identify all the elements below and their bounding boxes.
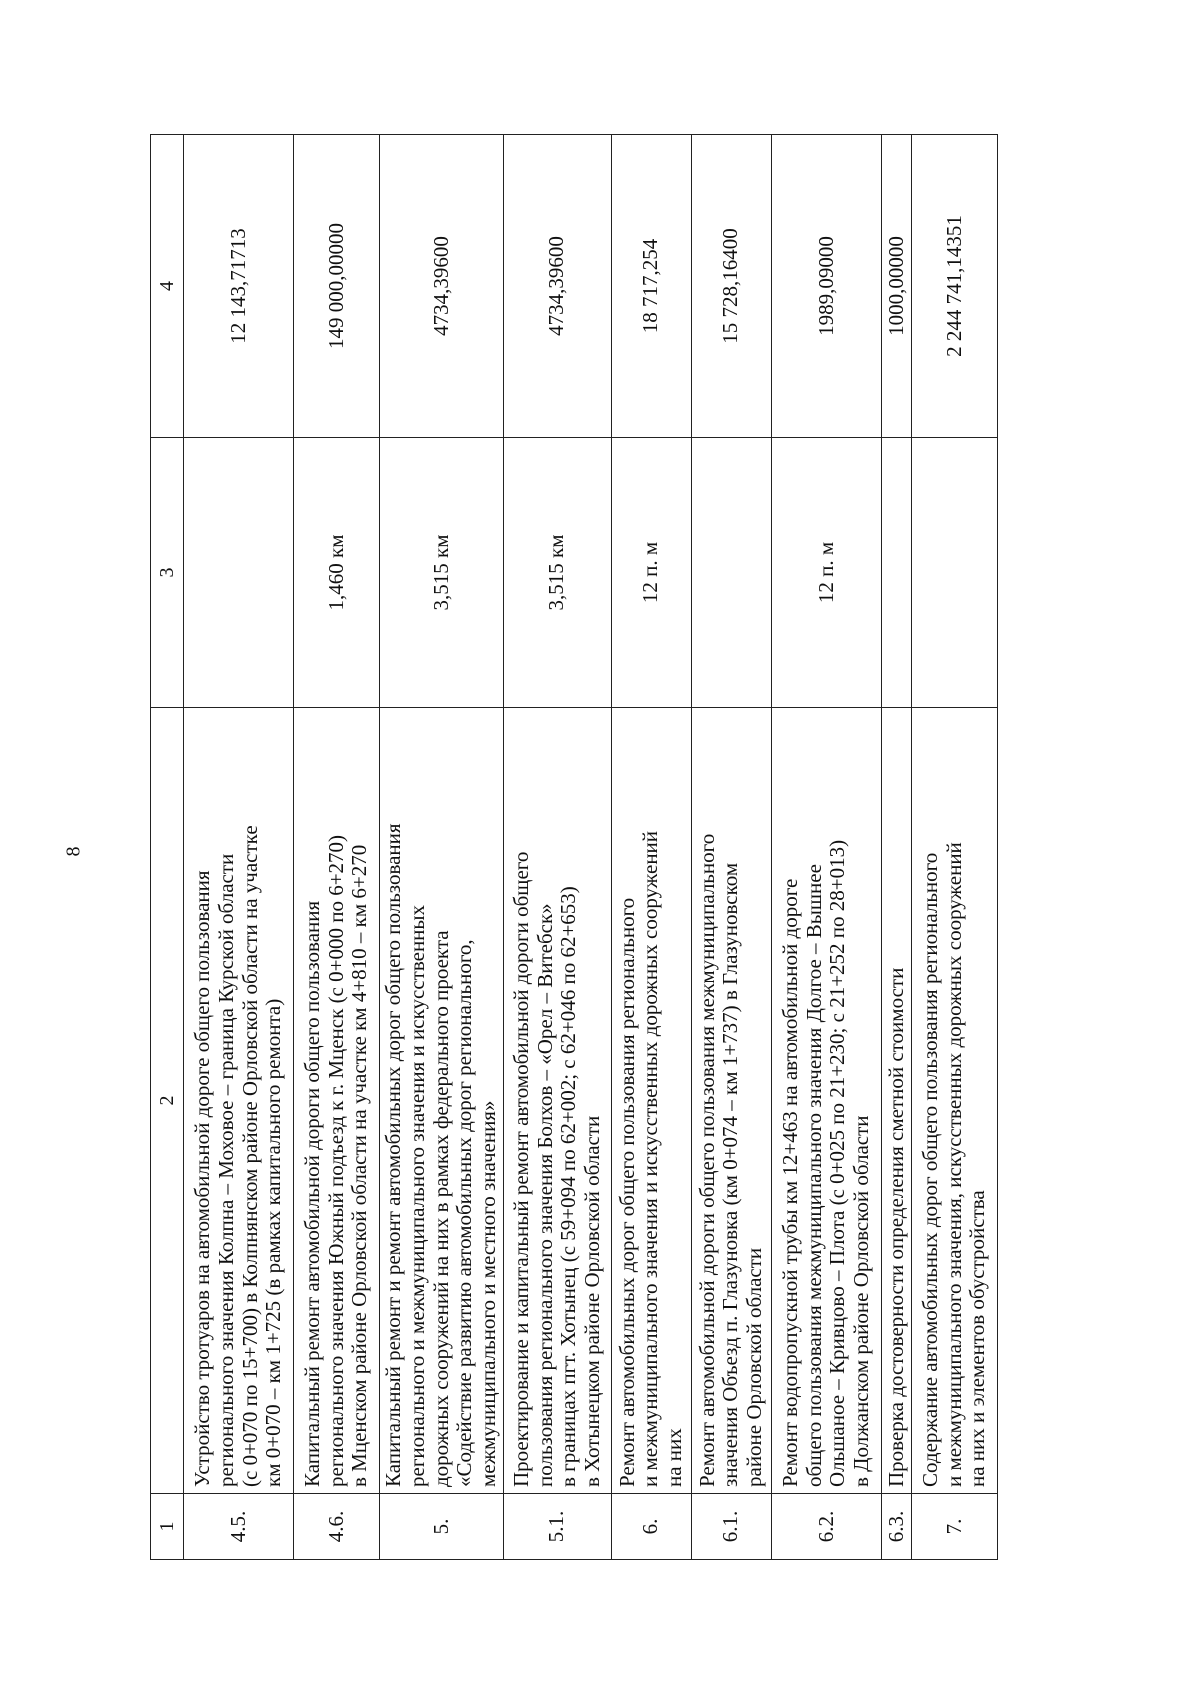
description-line: км 0+070 – км 1+725 (в рамках капитального ремонта) xyxy=(261,998,286,1487)
description-line: в Мценском районе Орловской области на участке км 4+810 – км 6+270 xyxy=(347,844,372,1487)
rotated-table-container xyxy=(150,135,990,1560)
row-sum: 2 244 741,14351 xyxy=(911,135,997,438)
row-sum: 1000,00000 xyxy=(881,135,911,438)
row-sum: 149 000,00000 xyxy=(294,135,380,438)
table-row xyxy=(184,135,294,1560)
row-number: 5.1. xyxy=(503,1494,611,1560)
row-number: 6. xyxy=(611,1494,691,1560)
description-line: Ремонт автомобильной дороги общего пользования межмуниципального xyxy=(694,833,719,1487)
description-line: значения Объезд п. Глазуновка (км 0+074 – км 1+737) в Глазуновском xyxy=(718,862,743,1487)
page-number: 8 xyxy=(62,846,85,857)
row-sum: 4734,39600 xyxy=(503,135,611,438)
description-line: Устройство тротуаров на автомобильной дороге общего пользования xyxy=(190,870,215,1487)
description-line: Ремонт автомобильных дорог общего пользования регионального xyxy=(614,897,639,1487)
row-unit: 12 п. м xyxy=(771,438,881,708)
row-unit xyxy=(184,438,294,708)
description-line: пользования регионального значения Болхов – «Орел – Витебск» xyxy=(532,903,557,1487)
works-table xyxy=(150,134,998,1560)
description-line: в Должанском районе Орловской области xyxy=(849,1115,874,1487)
table-row xyxy=(771,135,881,1560)
row-description xyxy=(380,708,504,1494)
description-line: на них xyxy=(662,1428,687,1487)
row-number: 4.6. xyxy=(294,1494,380,1560)
row-description xyxy=(771,708,881,1494)
column-header: 2 xyxy=(151,708,184,1494)
column-header: 3 xyxy=(151,438,184,708)
row-unit xyxy=(881,438,911,708)
row-sum: 4734,39600 xyxy=(380,135,504,438)
column-header: 1 xyxy=(151,1494,184,1560)
description-line: Ремонт водопропускной трубы км 12+463 на автомобильной дороге xyxy=(777,878,802,1487)
description-line: Капитальный ремонт автомобильной дороги общего пользования xyxy=(300,900,324,1487)
description-line: районе Орловской области xyxy=(742,1247,767,1487)
row-number: 6.2. xyxy=(771,1494,881,1560)
row-number: 4.5. xyxy=(184,1494,294,1560)
row-unit: 12 п. м xyxy=(611,438,691,708)
row-description xyxy=(881,708,911,1494)
row-sum: 18 717,254 xyxy=(611,135,691,438)
row-unit: 1,460 км xyxy=(294,438,380,708)
description-line: «Содействие развитию автомобильных дорог регионального, xyxy=(452,939,477,1487)
description-line: и межмуниципального значения и искусственных дорожных сооружений xyxy=(638,830,663,1487)
description-line: дорожных сооружений на них в рамках федерального проекта xyxy=(428,930,453,1487)
header-row xyxy=(151,135,184,1560)
description-line: на них и элементов обустройства xyxy=(965,1190,990,1487)
row-number: 6.1. xyxy=(691,1494,771,1560)
row-unit xyxy=(911,438,997,708)
row-number: 6.3. xyxy=(881,1494,911,1560)
table-row xyxy=(691,135,771,1560)
row-description xyxy=(184,708,294,1494)
row-sum: 15 728,16400 xyxy=(691,135,771,438)
description-line: в Хотынецком районе Орловской области xyxy=(579,1115,604,1487)
table-row xyxy=(611,135,691,1560)
row-description xyxy=(503,708,611,1494)
row-number: 7. xyxy=(911,1494,997,1560)
row-sum: 12 143,71713 xyxy=(184,135,294,438)
row-description xyxy=(691,708,771,1494)
table-row xyxy=(294,135,380,1560)
table-row xyxy=(911,135,997,1560)
description-line: Содержание автомобильных дорог общего пользования регионального xyxy=(917,852,942,1487)
row-description xyxy=(294,708,380,1494)
row-sum: 1989,09000 xyxy=(771,135,881,438)
column-header: 4 xyxy=(151,135,184,438)
description-line: регионального и межмуниципального значения и искусственных xyxy=(404,904,429,1487)
description-line: регионального значения Колпна – Моховое – граница Курской области xyxy=(213,853,238,1487)
description-line: регионального значения Южный подъезд к г. Мценск (с 0+000 по 6+270) xyxy=(323,834,348,1487)
row-number: 5. xyxy=(380,1494,504,1560)
description-line: Проверка достоверности определения сметной стоимости xyxy=(883,967,908,1487)
row-unit: 3,515 км xyxy=(503,438,611,708)
description-line: (с 0+070 по 15+700) в Колпнянском районе Орловской области на участке xyxy=(237,825,262,1487)
row-description xyxy=(911,708,997,1494)
table-row xyxy=(503,135,611,1560)
description-line: и межмуниципального значения, искусственных дорожных сооружений xyxy=(941,842,966,1487)
table-row xyxy=(380,135,504,1560)
description-line: Ольшаное – Кривцово – Плота (с 0+025 по 21+230; с 21+252 по 28+013) xyxy=(825,839,850,1487)
description-line: Капитальный ремонт и ремонт автомобильных дорог общего пользования xyxy=(381,823,406,1487)
description-line: в границах пгт. Хотынец (с 59+094 по 62+002; с 62+046 по 62+653) xyxy=(556,886,581,1487)
description-line: межмуниципального и местного значения» xyxy=(475,1100,500,1487)
row-unit: 3,515 км xyxy=(380,438,504,708)
table-row xyxy=(881,135,911,1560)
description-line: Проектирование и капитальный ремонт автомобильной дороги общего xyxy=(508,851,533,1487)
row-description xyxy=(611,708,691,1494)
description-line: общего пользования межмуниципального значения Долгое – Вышнее xyxy=(801,864,826,1487)
row-unit xyxy=(691,438,771,708)
